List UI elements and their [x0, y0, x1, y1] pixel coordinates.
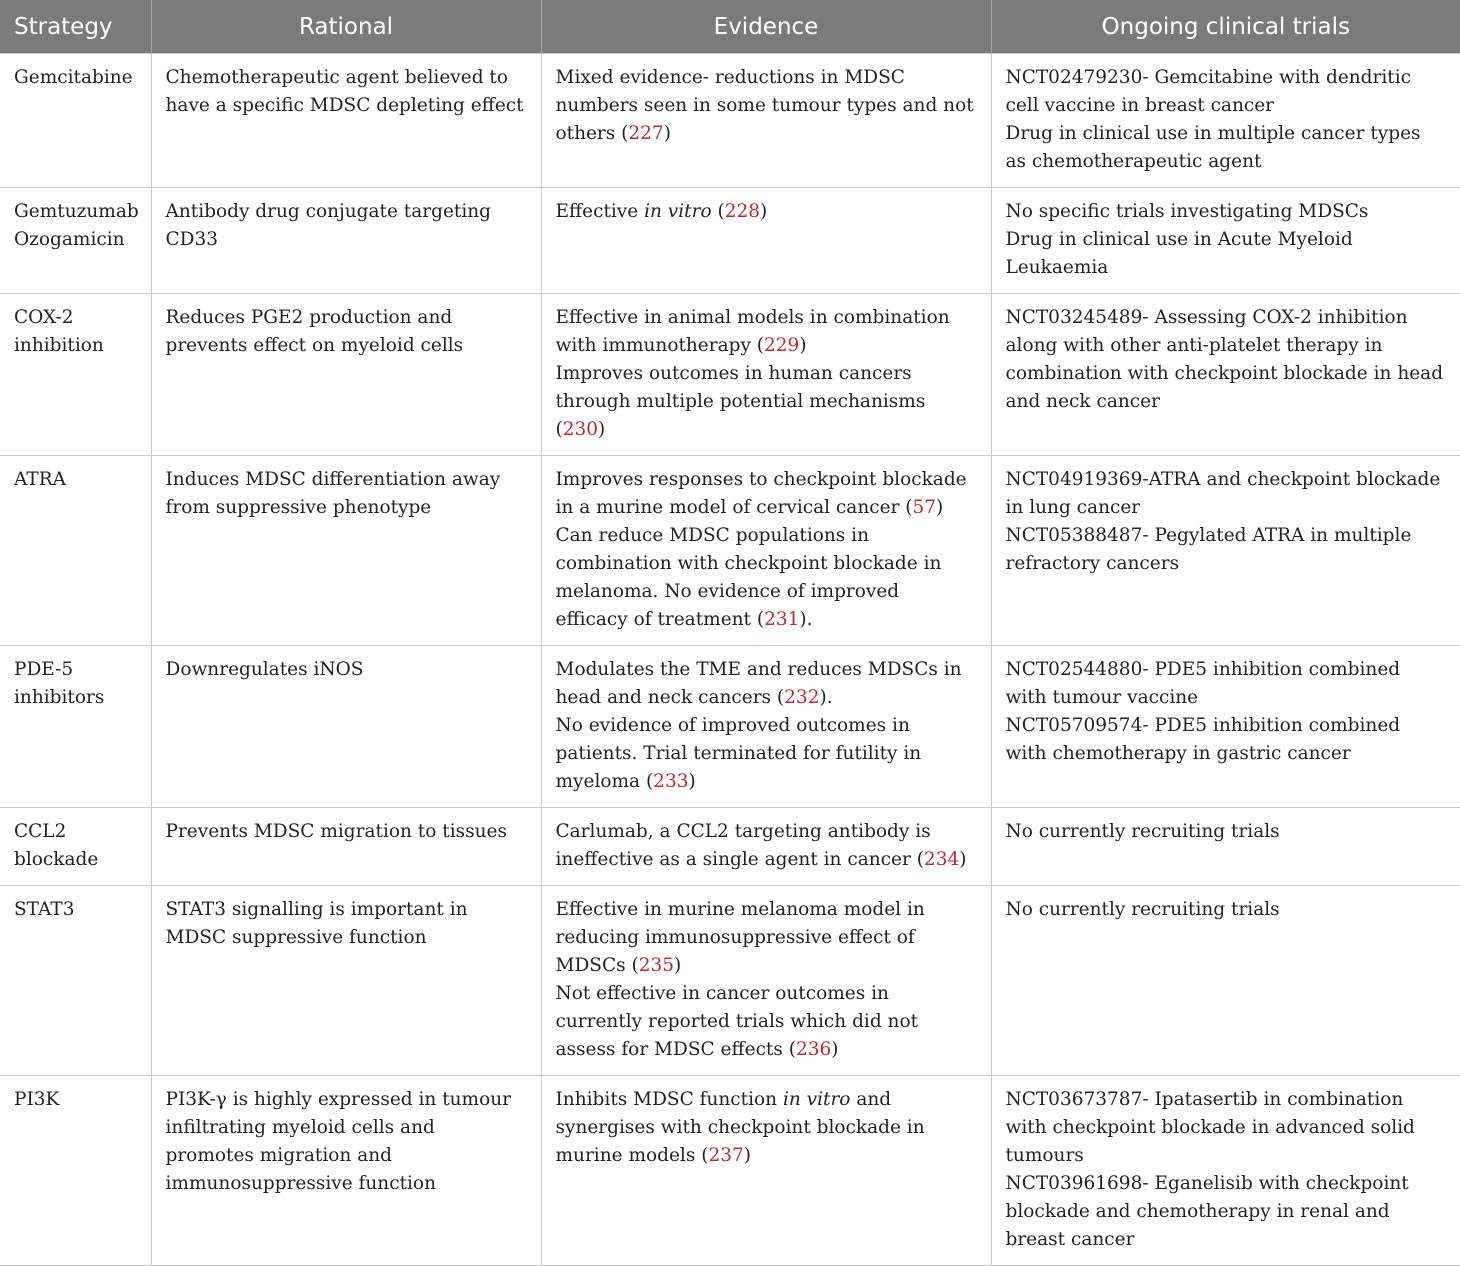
evidence-text: ) [688, 771, 696, 792]
trials-cell [991, 456, 1460, 646]
strategy-cell [0, 1076, 151, 1266]
trial-text: NCT05388487- Pegylated ATRA in multiple refractory cancers [1005, 525, 1412, 574]
evidence-text: ) [799, 335, 807, 356]
evidence-italic-text: in vitro [644, 201, 712, 222]
strategy-cell [0, 808, 151, 886]
evidence-text: ( [711, 201, 725, 222]
trials-cell [991, 294, 1460, 456]
trial-text: NCT03961698- Eganelisib with checkpoint blockade and chemotherapy in renal and breast cancer [1005, 1173, 1409, 1250]
rational-cell [151, 456, 541, 646]
table-row [0, 646, 1460, 808]
strategy-text: inhibition [14, 335, 104, 356]
trial-text: NCT03245489- Assessing COX-2 inhibition along with other anti-platelet therapy in combination with checkpoint blockade in head and neck cancer [1005, 307, 1444, 412]
reference-link[interactable]: 229 [764, 335, 800, 356]
evidence-cell [541, 886, 991, 1076]
trial-text: NCT05709574- PDE5 inhibition combined with chemotherapy in gastric cancer [1005, 715, 1401, 764]
evidence-text: ) [663, 123, 671, 144]
evidence-text: No evidence of improved outcomes in patients. Trial terminated for futility in myeloma ( [555, 715, 922, 792]
table-row [0, 1076, 1460, 1266]
rational-cell [151, 188, 541, 294]
header-row [0, 0, 1460, 54]
reference-link[interactable]: 231 [764, 609, 800, 630]
evidence-italic-text: in vitro [782, 1089, 851, 1110]
evidence-item [556, 360, 977, 444]
strategy-cell [0, 456, 151, 646]
evidence-cell [541, 456, 991, 646]
strategy-cell [0, 54, 151, 188]
rational-cell [151, 294, 541, 456]
table-body [0, 54, 1460, 1266]
rational-text: Reduces PGE2 production and prevents effect on myeloid cells [165, 307, 464, 356]
evidence-text: Not effective in cancer outcomes in currently reported trials which did not assess for MDSC effects ( [555, 983, 919, 1060]
strategy-text: COX-2 [14, 307, 74, 328]
table-header [0, 0, 1460, 54]
rational-text: PI3K-γ is highly expressed in tumour infiltrating myeloid cells and promotes migration and immunosuppressive function [165, 1089, 511, 1194]
evidence-text: ) [674, 955, 682, 976]
evidence-text: and synergises with checkpoint blockade in murine models ( [555, 1089, 925, 1166]
evidence-text: ). [799, 609, 813, 630]
evidence-text: ) [959, 849, 967, 870]
trials-cell [991, 646, 1460, 808]
reference-link[interactable]: 234 [923, 849, 960, 870]
evidence-text: ) [743, 1145, 751, 1166]
strategy-text: Gemcitabine [14, 67, 133, 88]
evidence-text: Inhibits MDSC function [555, 1089, 783, 1110]
evidence-item [556, 198, 977, 226]
evidence-text: Improves responses to checkpoint blockade in a murine model of cervical cancer ( [555, 469, 967, 518]
evidence-cell [541, 646, 991, 808]
strategy-text: Ozogamicin [14, 229, 125, 250]
reference-link[interactable]: 57 [912, 497, 937, 518]
evidence-cell [541, 188, 991, 294]
reference-link[interactable]: 228 [724, 201, 761, 222]
trial-text: NCT04919369-ATRA and checkpoint blockade in lung cancer [1005, 469, 1441, 518]
table-row [0, 188, 1460, 294]
strategy-cell [0, 188, 151, 294]
strategy-cell [0, 646, 151, 808]
rational-cell [151, 1076, 541, 1266]
trial-text: No currently recruiting trials [1005, 899, 1280, 920]
evidence-cell [541, 1076, 991, 1266]
reference-link[interactable]: 230 [562, 419, 599, 440]
trials-cell [991, 886, 1460, 1076]
strategy-cell [0, 294, 151, 456]
reference-link[interactable]: 237 [708, 1145, 744, 1166]
evidence-item [556, 64, 977, 148]
strategy-text: Gemtuzumab [14, 201, 139, 222]
evidence-item [556, 818, 977, 874]
trials-cell [991, 1076, 1460, 1266]
table-row [0, 808, 1460, 886]
table-row [0, 886, 1460, 1076]
evidence-item [556, 896, 977, 980]
rational-text: Induces MDSC differentiation away from suppressive phenotype [165, 469, 501, 518]
strategy-text: PI3K [14, 1089, 60, 1110]
rational-text: Prevents MDSC migration to tissues [165, 821, 507, 842]
evidence-text: Carlumab, a CCL2 targeting antibody is ineffective as a single agent in cancer ( [555, 821, 931, 870]
strategy-text: inhibitors [14, 687, 105, 708]
evidence-text: ) [598, 419, 606, 440]
table-row [0, 54, 1460, 188]
strategy-text: ATRA [14, 469, 66, 490]
header-evidence: Evidence [541, 0, 991, 54]
evidence-text: ) [760, 201, 768, 222]
header-trials: Ongoing clinical trials [991, 0, 1460, 54]
evidence-text: Mixed evidence- reductions in MDSC numbers seen in some tumour types and not others ( [555, 67, 974, 144]
strategy-text: STAT3 [14, 899, 75, 920]
reference-link[interactable]: 236 [795, 1039, 832, 1060]
table-row [0, 294, 1460, 456]
reference-link[interactable]: 232 [784, 687, 820, 708]
strategy-text: PDE-5 [14, 659, 74, 680]
rational-text: Antibody drug conjugate targeting CD33 [165, 201, 492, 250]
trial-text: Drug in clinical use in multiple cancer types as chemotherapeutic agent [1005, 123, 1421, 172]
trial-text: No currently recruiting trials [1005, 821, 1280, 842]
trial-text: No specific trials investigating MDSCs [1005, 201, 1369, 222]
rational-cell [151, 886, 541, 1076]
trial-text: NCT02544880- PDE5 inhibition combined with tumour vaccine [1005, 659, 1401, 708]
evidence-text: Can reduce MDSC populations in combination with checkpoint blockade in melanoma. No evidence of improved efficacy of treatment ( [555, 525, 942, 630]
evidence-cell [541, 294, 991, 456]
evidence-item [556, 656, 977, 712]
evidence-cell [541, 54, 991, 188]
rational-cell [151, 646, 541, 808]
evidence-item [556, 522, 977, 634]
evidence-item [556, 304, 977, 360]
trials-cell [991, 54, 1460, 188]
evidence-item [556, 712, 977, 796]
evidence-text: Effective [555, 201, 645, 222]
trials-cell [991, 808, 1460, 886]
rational-text: STAT3 signalling is important in MDSC suppressive function [165, 899, 468, 948]
evidence-text: ) [831, 1039, 839, 1060]
strategy-text: CCL2 [14, 821, 67, 842]
trials-cell [991, 188, 1460, 294]
rational-cell [151, 808, 541, 886]
evidence-text: ). [819, 687, 833, 708]
trial-text: NCT03673787- Ipatasertib in combination with checkpoint blockade in advanced solid tumours [1005, 1089, 1415, 1166]
evidence-text: Effective in murine melanoma model in reducing immunosuppressive effect of MDSCs ( [555, 899, 925, 976]
evidence-cell [541, 808, 991, 886]
reference-link[interactable]: 235 [638, 955, 675, 976]
strategy-text: blockade [14, 849, 99, 870]
evidence-text: ) [936, 497, 944, 518]
reference-link[interactable]: 227 [628, 123, 664, 144]
rational-text: Downregulates iNOS [165, 659, 364, 680]
rational-cell [151, 54, 541, 188]
evidence-item [556, 466, 977, 522]
header-strategy: Strategy [0, 0, 151, 54]
trial-text: NCT02479230- Gemcitabine with dendritic cell vaccine in breast cancer [1005, 67, 1411, 116]
trial-text: Drug in clinical use in Acute Myeloid Leukaemia [1005, 229, 1353, 278]
evidence-item [556, 1086, 977, 1170]
evidence-text: Improves outcomes in human cancers through multiple potential mechanisms ( [555, 363, 926, 440]
evidence-item [556, 980, 977, 1064]
header-rational: Rational [151, 0, 541, 54]
strategy-cell [0, 886, 151, 1076]
reference-link[interactable]: 233 [653, 771, 689, 792]
table-row [0, 456, 1460, 646]
rational-text: Chemotherapeutic agent believed to have a specific MDSC depleting effect [165, 67, 524, 116]
evidence-text: Modulates the TME and reduces MDSCs in head and neck cancers ( [555, 659, 962, 708]
evidence-text: Effective in animal models in combination with immunotherapy ( [555, 307, 950, 356]
